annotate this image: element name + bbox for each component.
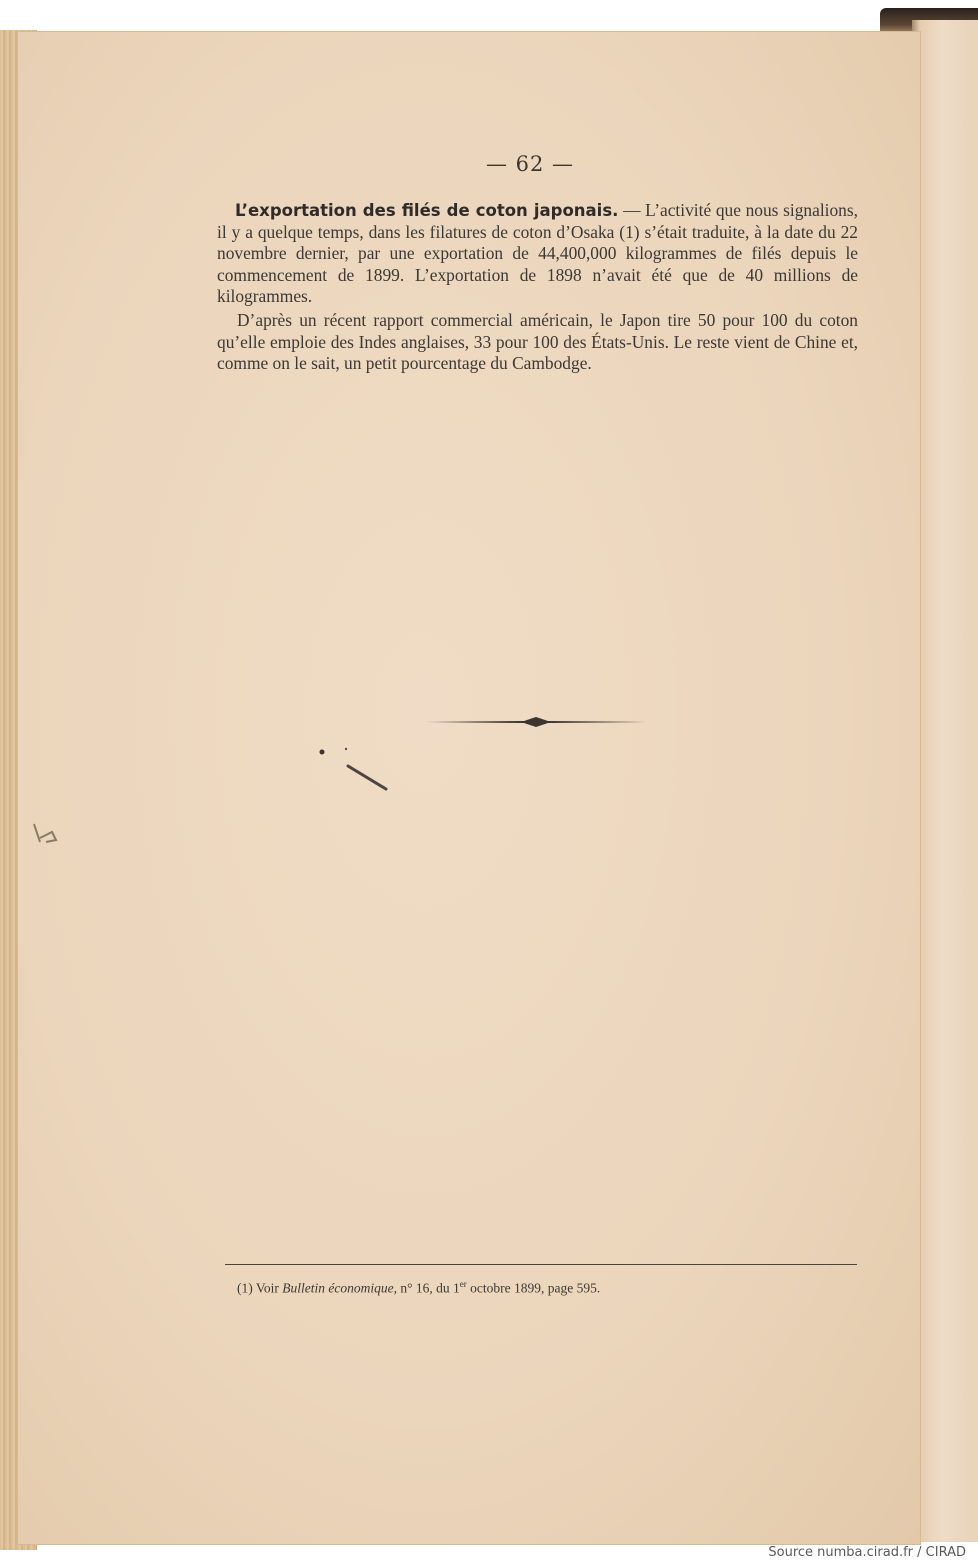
footnote-publication: Bulletin économique, [282,1280,397,1296]
source-credit: Source numba.cirad.fr / CIRAD [768,1545,966,1560]
footnote-ordinal: er [459,1279,467,1289]
article-heading: L’exportation des filés de coton japonais. [235,201,619,220]
ink-smudge-marks [310,740,400,800]
margin-pencil-mark [30,818,64,848]
section-divider-ornament [424,714,648,730]
footnote-divider [225,1264,857,1265]
paragraph-1 [217,200,858,308]
adjacent-page-edge [912,20,978,1542]
footnote-number: n° 16, du 1 [396,1280,460,1296]
paragraph-1-text: — L’activité que nous signalions, il y a quelque temps, dans les filatures de coton d’Osaka (1) s’était traduite, à la date du 22 novembre dernier, par une exportation de 44,400,000 kilogrammes de filés depuis le commencement de 1899. L’exportation de 1898 n’avait été que de 40 millions de kilogrammes. [217,200,858,307]
paragraph-2: D’après un récent rapport commercial américain, le Japon tire 50 pour 100 du coton qu’elle emploie des Indes anglaises, 33 pour 100 des États-Unis. Le reste vient de Chine et, comme on le sait, un petit pourcentage du Cambodge. [217,309,858,374]
page-number: — 62 — [485,152,575,176]
article-body [217,200,858,375]
footnote-date: octobre 1899, page 595. [466,1280,601,1296]
footnote [237,1279,857,1297]
footnote-prefix: (1) Voir [237,1280,283,1296]
